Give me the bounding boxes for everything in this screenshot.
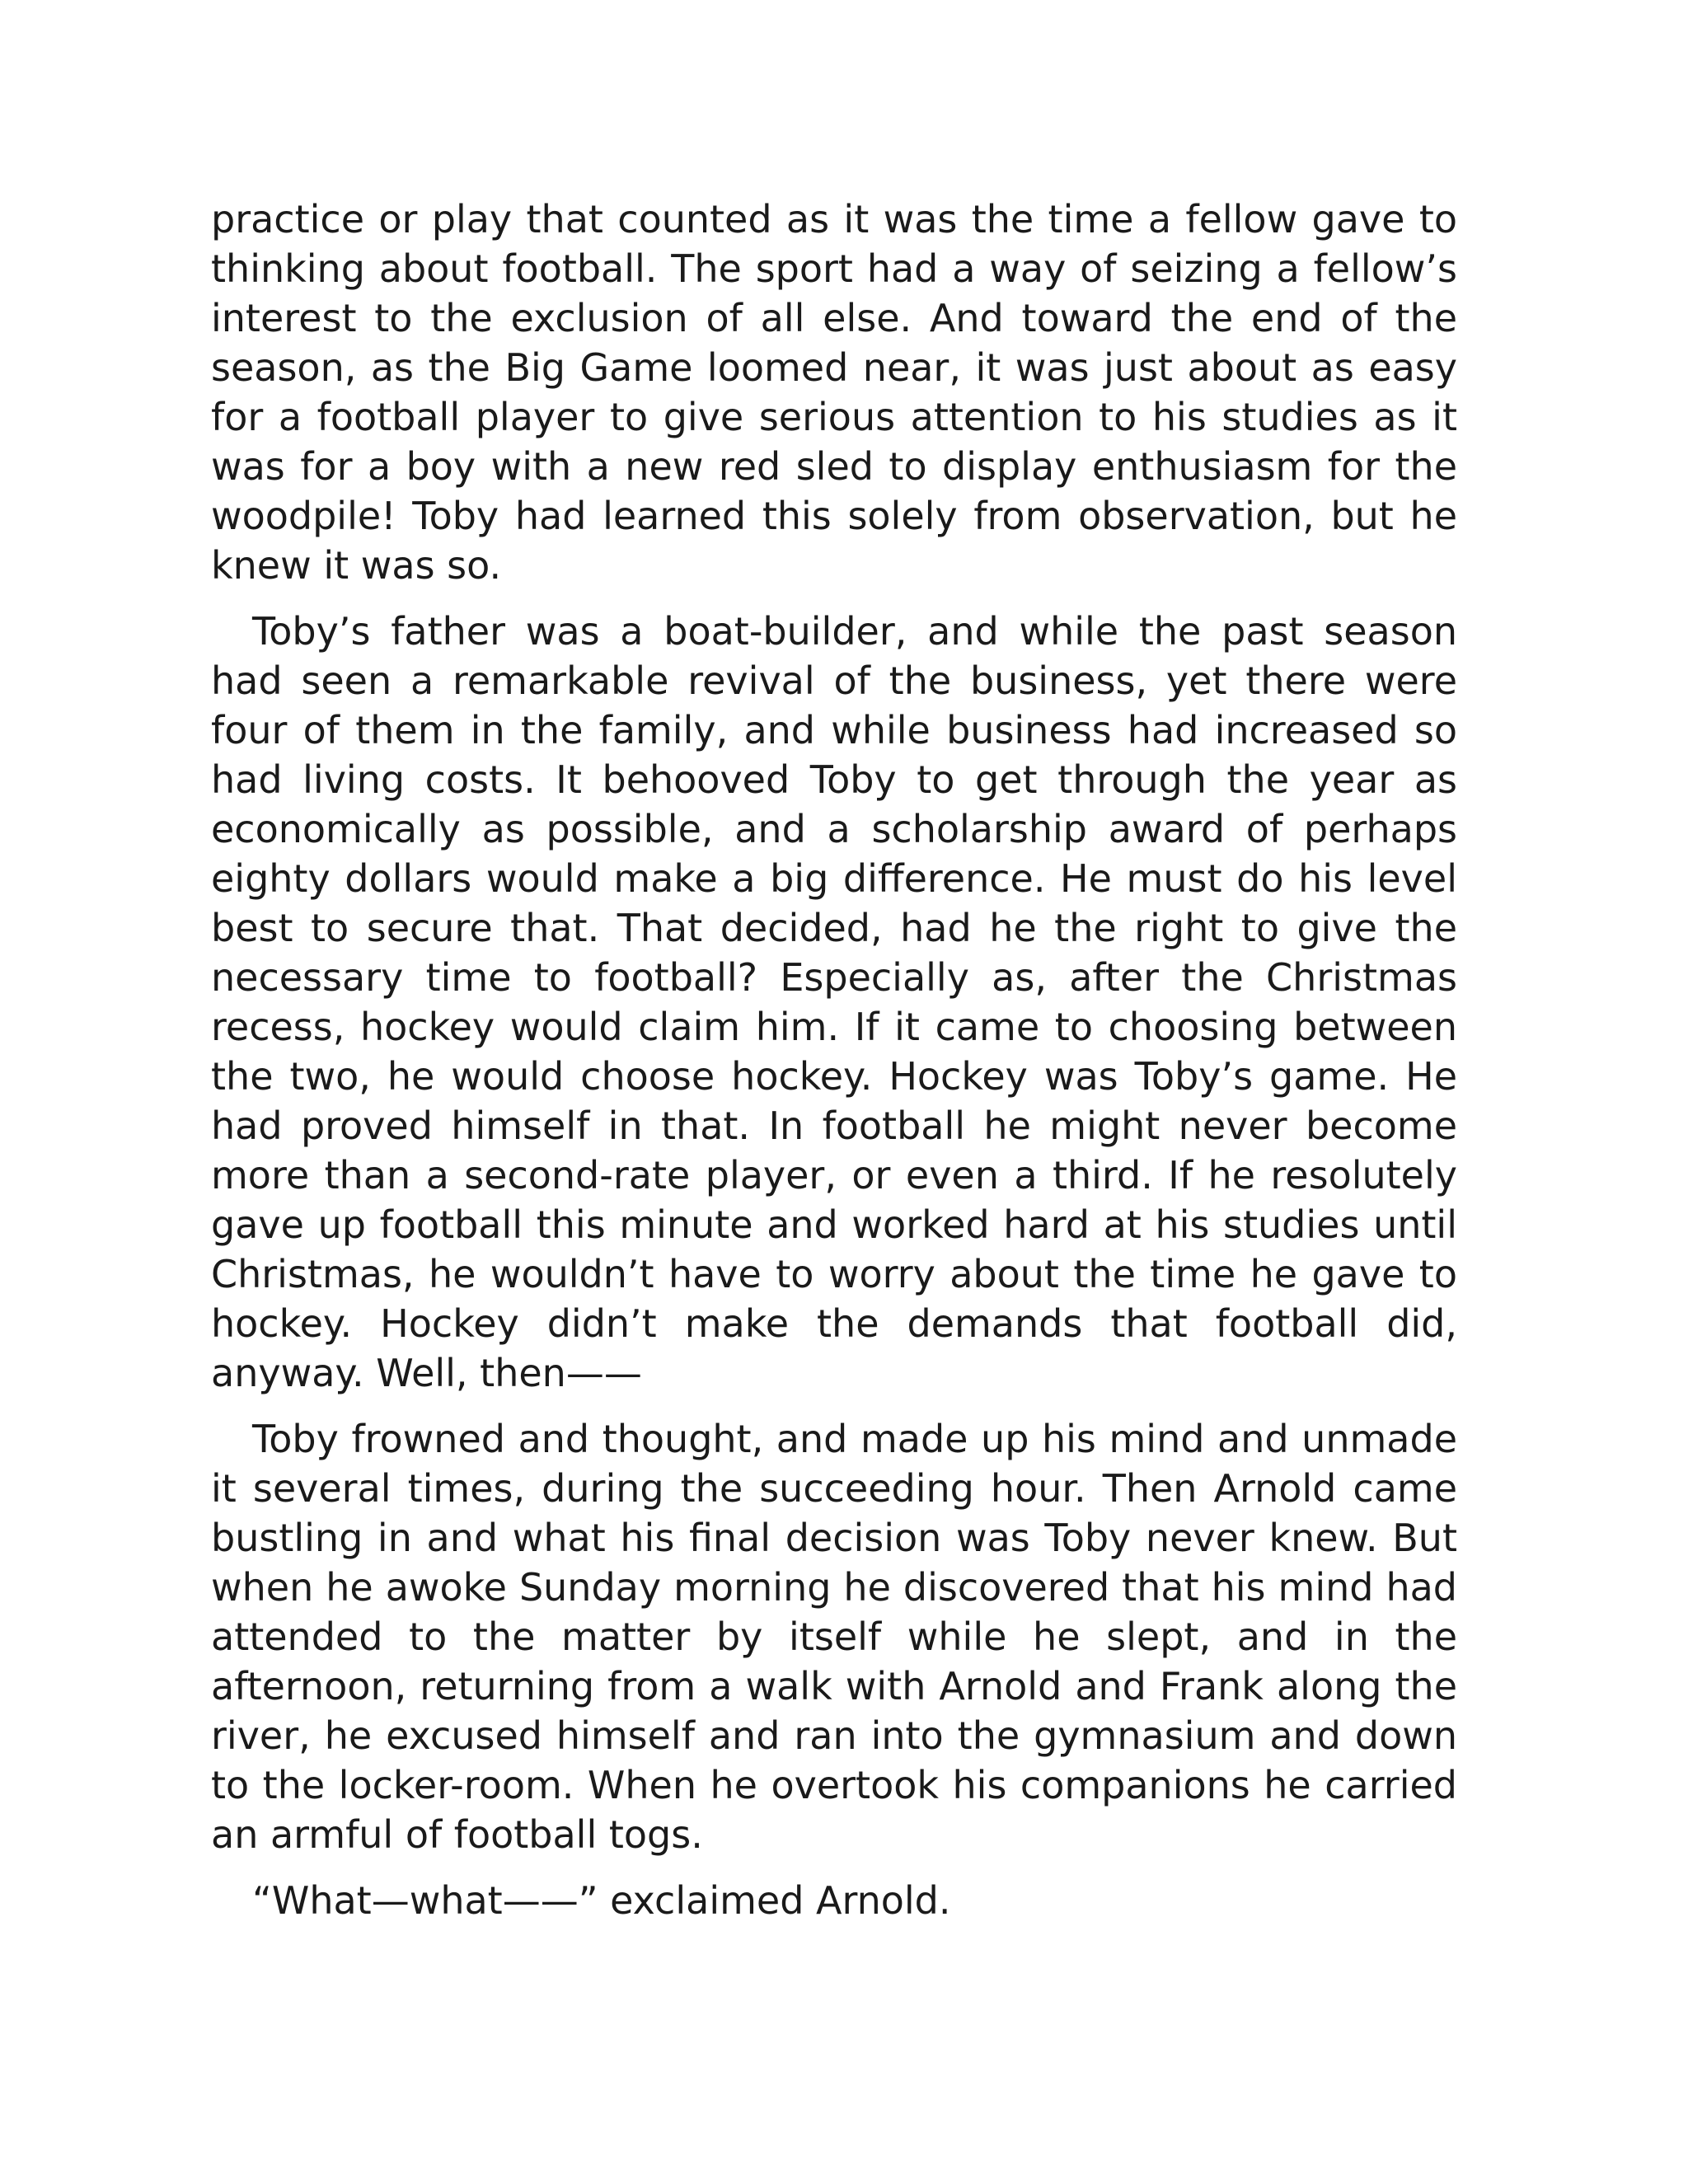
page-text [211,194,1457,1942]
paragraph-3: Toby frowned and thought, and made up his mind and unmade it several times, during the succeeding hour. Then Arnold came bustling in and what his final decision was Toby never knew. But when he awoke Sunday morning he discovered that his mind had attended to the matter by itself while he slept, and in the afternoon, returning from a walk with Arnold and Frank along the river, he excused himself and ran into the gymnasium and down to the locker-room. When he overtook his companions he carried an armful of football togs. [211,1417,1457,1857]
paragraph-2: Toby’s father was a boat-builder, and while the past season had seen a remarkable revival of the business, yet there were four of them in the family, and while business had increased so had living costs. It behooved Toby to get through the year as economically as possible, and a scholarship award of perhaps eighty dollars would make a big difference. He must do his level best to secure that. That decided, had he the right to give the necessary time to football? Especially as, after the Christmas recess, hockey would claim him. If it came to choosing between the two, he would choose hockey. Hockey was Toby’s game. He had proved himself in that. In football he might never become more than a second-rate player, or even a third. If he resolutely gave up football this minute and worked hard at his studies until Christmas, he wouldn’t have to worry about the time he gave to hockey. Hockey didn’t make the demands that football did, anyway. Well, then—— [211,609,1457,1395]
paragraph-4: “What—what——” exclaimed Arnold. [252,1878,951,1923]
paragraph-1: practice or play that counted as it was the time a fellow gave to thinking about football. The sport had a way of seizing a fellow’s interest to the exclusion of all else. And toward the end of the season, as the Big Game loomed near, it was just about as easy for a football player to give serious attention to his studies as it was for a boy with a new red sled to display enthusiasm for the woodpile! Toby had learned this solely from observation, but he knew it was so. [211,197,1457,588]
